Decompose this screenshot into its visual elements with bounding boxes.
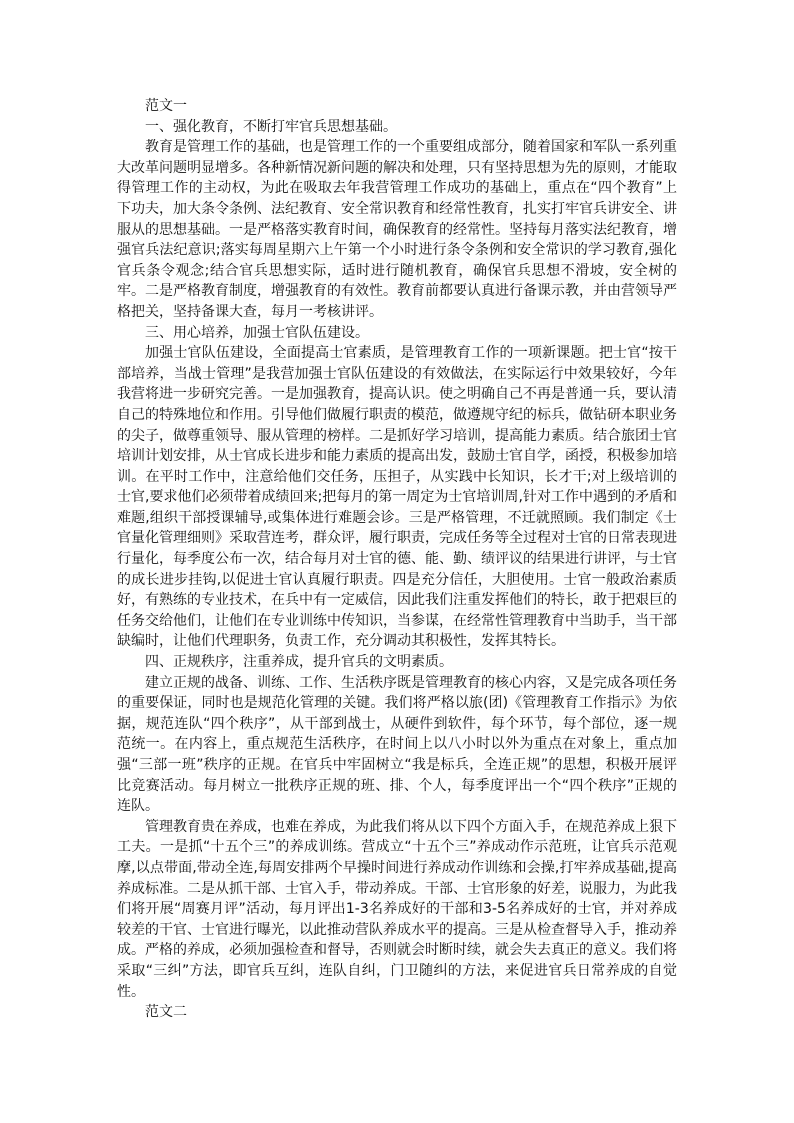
paragraph-nco-team: 加强士官队伍建设，全面提高士官素质，是管理教育工作的一项新课题。把士官“按干部培养，当战士管理”是我营加强士官队伍建设的有效做法，在实际运行中效果较好，今年我营将进一步研究完善。一是加强教育，提高认识。使之明确自己不再是普通一兵，要认清自己的特殊地位和作用。引导他们做履行职责的模范，做遵规守纪的标兵，做钻研本职业务的尖子，做尊重领导、服从管理的榜样。二是抓好学习培训，提高能力素质。结合旅团士官培训计划安排，从士官成长进步和能力素质的提高出发，鼓励士官自学，函授，积极参加培训。在平时工作中，注意给他们交任务，压担子，从实践中长知识，长才干;对上级培训的士官,要求他们必须带着成绩回来;把每月的第一周定为士官培训周,针对工作中遇到的矛盾和难题,组织干部授课辅导,或集体进行难题会诊。三是严格管理，不迁就照顾。我们制定《士官量化管理细则》采取营连考，群众评，履行职责，完成任务等全过程对士官的日常表现进行量化，每季度公布一次，结合每月对士官的德、能、勤、绩评议的结果进行讲评，与士官的成长进步挂钩,以促进士官认真履行职责。四是充分信任，大胆使用。士官一般政治素质好，有熟练的专业技术，在兵中有一定威信，因此我们注重发挥他们的特长，敢于把艰巨的任务交给他们，让他们在专业训练中传知识，当参谋，在经常性管理教育中当助手，当干部缺编时，让他们代理职务，负责工作，充分调动其积极性，发挥其特长。 [117,345,677,650]
document-page [117,96,677,1023]
paragraph-regular-order: 建立正规的战备、训练、工作、生活秩序既是管理教育的核心内容，又是完成各项任务的重要保证，同时也是规范化管理的关键。我们将严格以旅(团)《管理教育工作指示》为依据，规范连队“四个秩序”，从干部到战士，从硬件到软件，每个环节，每个部位，逐一规范统一。在内容上，重点规范生活秩序，在时间上以八小时以外为重点在对象上，重点加强“三部一班”秩序的正规。在官兵中牢固树立“我是标兵，全连正规”的思想，积极开展评比竞赛活动。每月树立一批秩序正规的班、排、个人，每季度评出一个“四个秩序”正规的连队。 [117,674,677,815]
section-title-1: 范文一 [145,98,187,114]
paragraph-education: 教育是管理工作的基础，也是管理工作的一个重要组成部分，随着国家和军队一系列重大改革问题明显增多。各种新情况新问题的解决和处理，只有坚持思想为先的原则，才能取得管理工作的主动权，为此在吸取去年我营管理工作成功的基础上，重点在“四个教育”上下功夫，加大条令条例、法纪教育、安全常识教育和经常性教育，扎实打牢官兵讲安全、讲服从的思想基础。一是严格落实教育时间，确保教育的经常性。坚持每月落实法纪教育，增强官兵法纪意识;落实每周星期六上午第一个小时进行条令条例和安全常识的学习教育,强化官兵条令观念;结合官兵思想实际，适时进行随机教育，确保官兵思想不滑坡，安全树的牢。二是严格教育制度，增强教育的有效性。教育前都要认真进行备课示教，并由营领导严格把关，坚持备课大查，每月一考核讲评。 [117,139,677,320]
heading-education: 一、强化教育，不断打牢官兵思想基础。 [145,118,397,135]
heading-regular-order: 四、正规秩序，注重养成，提升官兵的文明素质。 [145,654,453,671]
paragraph-habit-formation: 管理教育贵在养成，也难在养成，为此我们将从以下四个方面入手，在规范养成上狠下工夫。一是抓“十五个三”的养成训练。营成立“十五个三”养成动作示范班，让官兵示范观摩,以点带面,带动全连,每周安排两个早操时间进行养成动作训练和会操,打牢养成基础,提高养成标准。二是从抓干部、士官入手，带动养成。干部、士官形象的好差，说服力，为此我们将开展“周赛月评”活动，每月评出1-3名养成好的干部和3-5名养成好的士官，并对养成较差的干官、士官进行曝光，以此推动营队养成水平的提高。三是从检查督导入手，推动养成。严格的养成，必须加强检查和督导，否则就会时断时续，就会失去真正的意义。我们将采取“三纠”方法，即官兵互纠，连队自纠，门卫随纠的方法，来促进官兵日常养成的自觉性。 [117,818,677,1000]
section-title-2: 范文二 [145,1004,187,1021]
heading-nco-team: 三、用心培养，加强士官队伍建设。 [145,324,369,341]
